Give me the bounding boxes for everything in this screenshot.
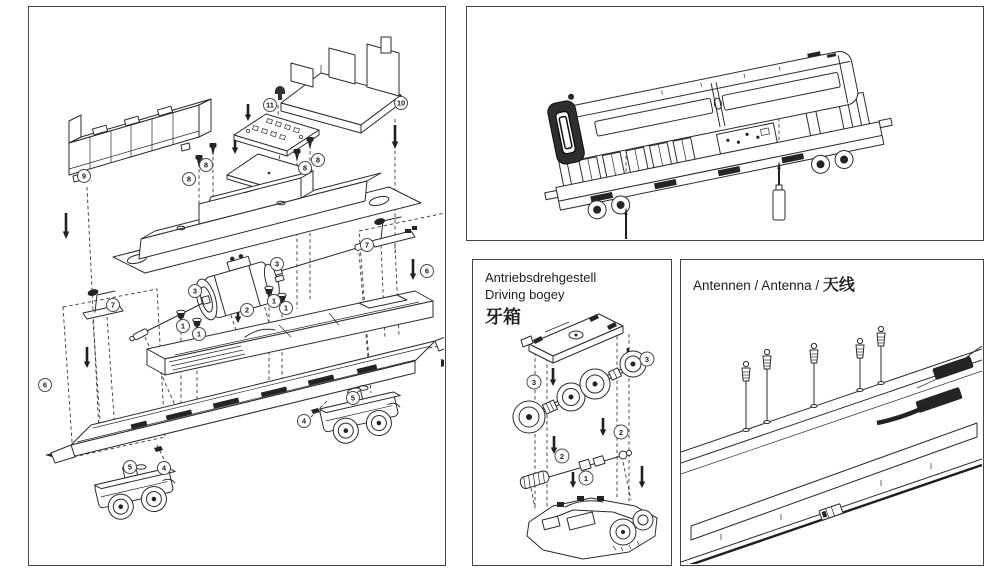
cab-floor-part [281,37,401,133]
worm-shaft [519,451,632,490]
circuit-board [234,114,319,156]
svg-text:3: 3 [274,259,280,269]
svg-text:1: 1 [196,329,202,339]
part-label-4 [298,415,311,428]
svg-text:8: 8 [203,160,209,170]
part-label-4 [158,462,171,475]
svg-text:7: 7 [364,240,370,250]
cap-part [275,86,285,100]
antenna-pin [742,361,750,431]
coupler-stub-left [545,190,558,199]
part-label-3 [640,352,654,366]
svg-text:6: 6 [424,266,430,276]
interior-seat-unit [69,99,211,182]
part-label-3 [527,375,541,389]
part-label-6 [39,379,52,392]
part-label-2 [555,449,569,463]
panel-antenna [680,259,984,566]
svg-text:8: 8 [315,155,321,165]
panel-driving-bogey [472,259,672,566]
svg-text:10: 10 [396,98,406,108]
antenna-pin [856,338,864,391]
svg-text:1: 1 [271,296,277,306]
panel-main-exploded-view [28,6,446,566]
svg-text:8: 8 [302,163,308,173]
part-label-11 [264,99,277,112]
part-label-5 [124,461,137,474]
title-en: Driving bogey [485,286,565,302]
underfloor-connector [819,504,843,521]
part-label-2 [614,425,628,439]
coupler-right [371,217,417,247]
antenna-pins [742,326,885,431]
title-zh: 牙箱 [485,306,521,327]
drive-shaft-right [274,241,370,275]
driving-bogey-title [485,270,596,329]
part-label-1 [193,328,206,341]
body-removal-illustration [467,7,982,239]
svg-text:3: 3 [192,286,198,296]
part-label-6 [421,265,434,278]
pin-tool-right [773,161,785,220]
antenna-title [693,276,855,297]
svg-text:3: 3 [531,377,537,387]
rear-direction-arrow [441,359,444,367]
gearbox-housing [527,496,657,559]
svg-text:1: 1 [583,473,589,483]
svg-text:1: 1 [180,321,186,331]
part-label-1 [280,302,293,315]
svg-text:4: 4 [301,416,307,426]
part-label-5 [347,392,360,405]
coupler-stub-right [879,118,892,127]
svg-text:4: 4 [161,463,167,473]
svg-text:2: 2 [559,451,565,461]
main-exploded-illustration [29,7,444,564]
part-label-3 [271,258,284,271]
svg-text:5: 5 [350,393,356,403]
svg-text:3: 3 [644,354,650,364]
part-label-8 [200,159,213,172]
panel-body-shell-removal [466,6,984,241]
clip-part-left [154,446,163,452]
svg-text:2: 2 [244,305,250,315]
svg-text:9: 9 [81,171,87,181]
antenna-title-cjk: 天线 [822,277,855,294]
part-label-7 [107,299,120,312]
title-de: Antriebsdrehgestell [485,270,597,285]
part-label-7 [361,239,374,252]
antenna-pin [763,349,771,423]
roof-equipment [877,356,974,423]
svg-text:11: 11 [266,100,274,110]
part-label-2 [241,304,254,317]
clip-part-right [311,408,320,414]
wheelset-right [580,351,646,399]
part-label-1 [177,320,190,333]
wheelset-left [513,383,585,433]
antenna-title-text: Antennen / Antenna / [693,278,823,293]
svg-text:5: 5 [127,462,133,472]
part-label-9 [78,170,91,183]
svg-text:8: 8 [186,174,192,184]
part-label-3 [189,285,202,298]
part-label-8 [312,154,325,167]
svg-text:7: 7 [110,300,116,310]
part-label-1 [579,471,593,485]
svg-text:2: 2 [618,427,624,437]
part-label-1 [268,295,281,308]
antenna-illustration [681,260,982,564]
part-label-8 [183,173,196,186]
svg-text:6: 6 [42,380,48,390]
part-label-8 [299,162,312,175]
svg-text:1: 1 [283,303,289,313]
antenna-pin [877,326,885,384]
part-label-10 [395,97,408,110]
antenna-pin [810,343,818,407]
roof-duct [877,402,935,423]
